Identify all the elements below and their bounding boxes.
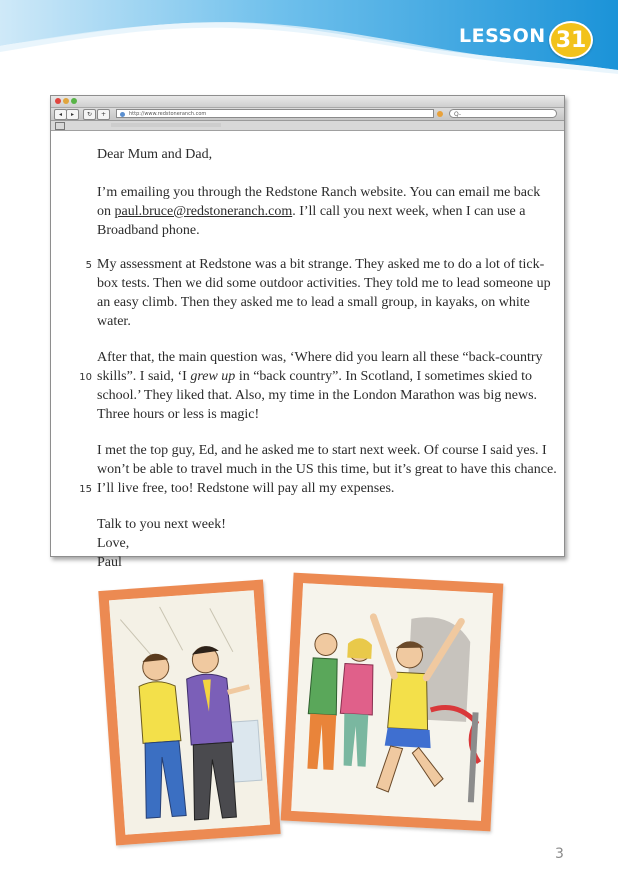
paragraph-4 (79, 441, 557, 498)
bookmarks-strip (111, 123, 221, 127)
lesson-label: LESSON (459, 25, 546, 47)
paragraph-1 (97, 183, 557, 240)
email-link[interactable]: paul.bruce@redstoneranch.com (114, 204, 293, 219)
signature: Paul (97, 555, 122, 570)
paragraph-1-start: I’m emailing you through the Redstone Ranch website. You can email me back on (97, 185, 541, 219)
forward-icon[interactable]: ▸ (66, 109, 79, 120)
reload-icon[interactable]: ↻ (83, 109, 96, 120)
paragraph-2 (85, 255, 557, 331)
lesson-number-badge: 31 (549, 21, 593, 59)
address-bar[interactable] (116, 109, 434, 118)
paragraph-3-end: in “back country”. In Scotland, I sometimes skied to school.’ They liked that. Also, my time in the London Marathon was big news. Three hours or less is magic! (97, 369, 538, 422)
greeting: Dear Mum and Dad, (97, 147, 213, 162)
address-url: http://www.redstoneranch.com (129, 111, 207, 117)
globe-icon (120, 112, 125, 117)
line-number: 5 (85, 260, 92, 271)
two-men-walking-illustration (109, 590, 270, 835)
bookmarks-icon[interactable] (55, 122, 65, 130)
closing-line: Talk to you next week! (97, 517, 226, 532)
search-input[interactable]: Q- (449, 109, 557, 118)
runner-finish-illustration (291, 583, 493, 821)
paragraph-2-text: My assessment at Redstone was a bit strange. They asked me to do a lot of tick-box tests. Then we did some outdoor activities. They told me to lead someone up an easy climb. Then they asked me to lead a small group, in kayaks, on white water. (97, 257, 551, 329)
back-icon[interactable]: ◂ (54, 109, 67, 120)
line-number: 15 (79, 484, 92, 495)
close-window-icon[interactable] (55, 98, 61, 104)
rss-icon[interactable] (437, 111, 443, 117)
bookmarks-bar (51, 121, 564, 131)
minimize-window-icon[interactable] (63, 98, 69, 104)
line-number: 10 (79, 372, 92, 383)
browser-toolbar (51, 108, 564, 121)
paragraph-3-emphasis: grew up (190, 369, 236, 384)
browser-titlebar (51, 96, 564, 108)
illustration-two-men-walking (98, 580, 280, 846)
email-letter (79, 145, 557, 572)
paragraph-4-text: I met the top guy, Ed, and he asked me to start next week. Of course I said yes. I won’t be able to travel much in the US this time, but it’s great to have this chance. I’ll live free, too! Redstone will pay all my expenses. (97, 443, 557, 496)
closing-love: Love, (97, 536, 130, 551)
add-bookmark-icon[interactable]: + (97, 109, 110, 120)
page-number: 3 (555, 846, 564, 862)
illustration-runner-finish (281, 573, 504, 832)
paragraph-3 (79, 348, 557, 424)
paragraph-3-start: After that, the main question was, ‘Where did you learn all these “back-country skills”. I said, ‘I (97, 350, 543, 384)
maximize-window-icon[interactable] (71, 98, 77, 104)
browser-window (50, 95, 565, 570)
paragraph-1-end: . I’ll call you next week, when I can use a Broadband phone. (97, 204, 526, 238)
